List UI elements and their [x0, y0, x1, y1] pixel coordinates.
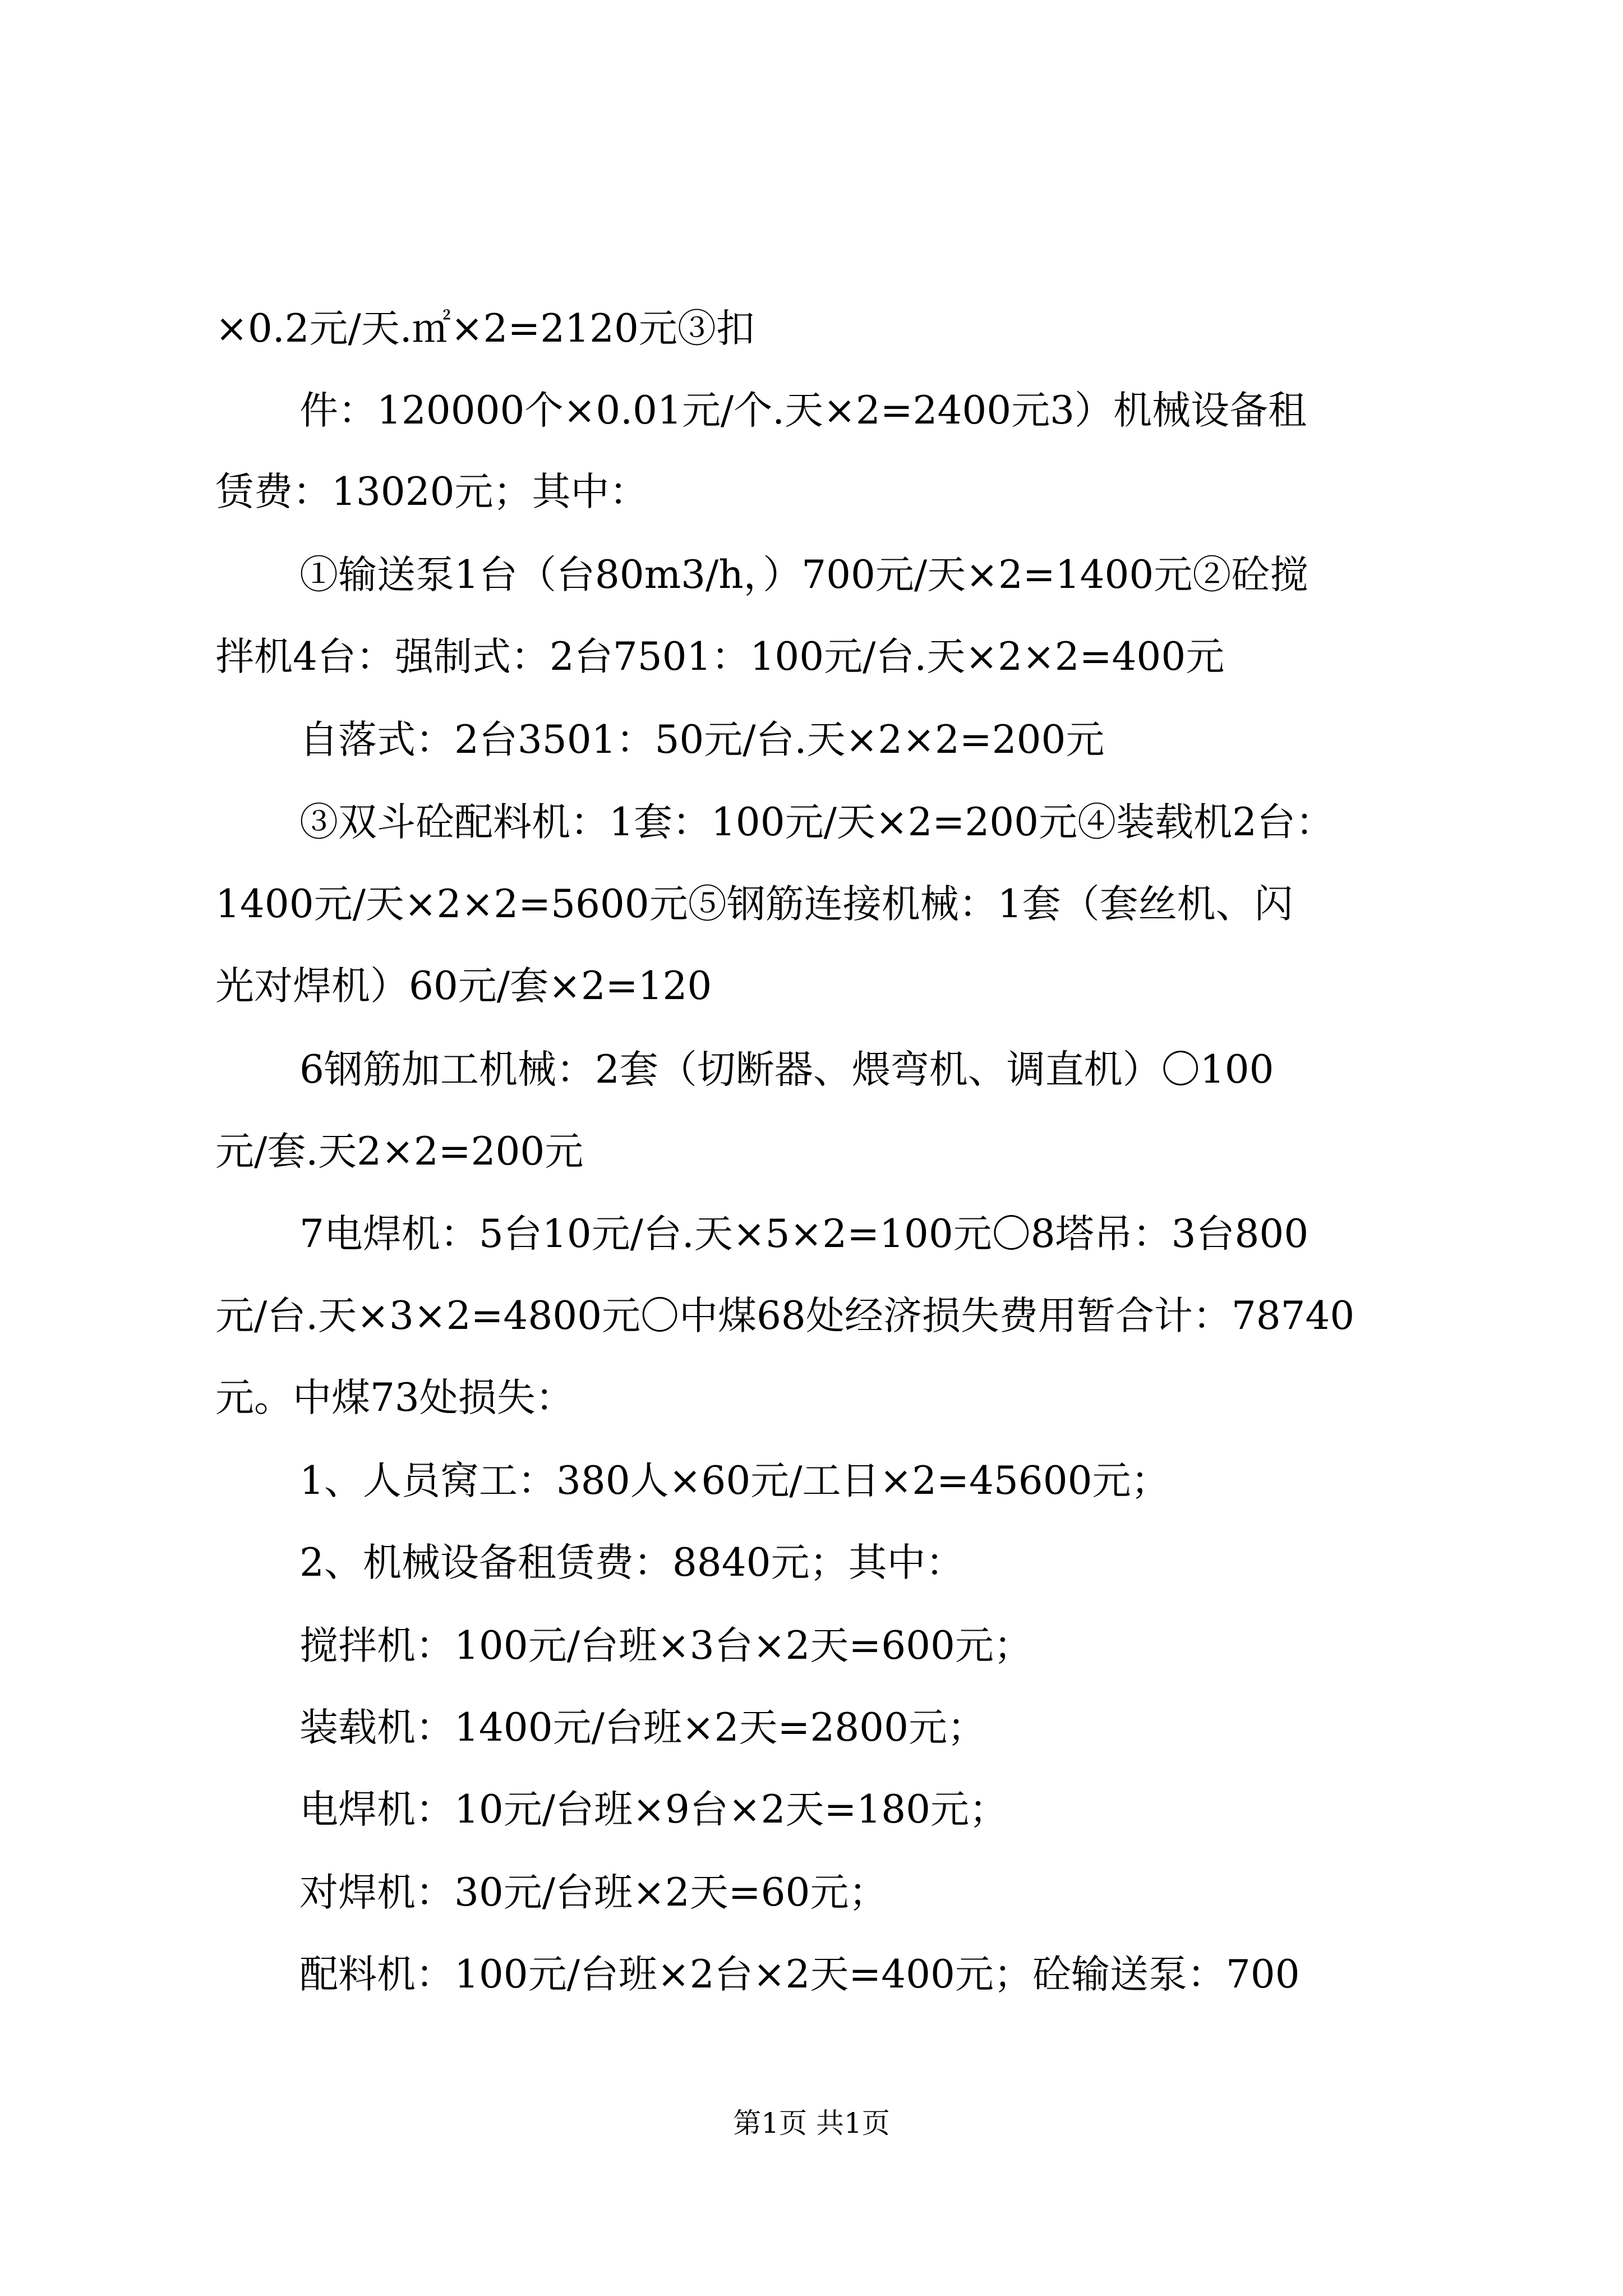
page-number-footer: 第1页 共1页	[733, 2107, 890, 2139]
text-line: 赁费：13020元；其中：	[215, 470, 648, 514]
text-line: 元/套.天2×2=200元	[215, 1129, 584, 1174]
text-line: ③双斗砼配料机：1套：100元/天×2=200元④装载机2台：	[299, 800, 1334, 845]
text-line: 电焊机：10元/台班×9台×2天=180元；	[299, 1787, 1008, 1832]
text-line: 对焊机：30元/台班×2天=60元；	[299, 1870, 888, 1915]
text-line: 1、人员窝工：380人×60元/工日×2=45600元；	[299, 1458, 1170, 1503]
text-line: 搅拌机：100元/台班×3台×2天=600元；	[299, 1623, 1032, 1668]
text-line: 配料机：100元/台班×2台×2天=400元；砼输送泵：700	[299, 1952, 1300, 1997]
text-line: 元/台.天×3×2=4800元〇中煤68处经济损失费用暂合计：78740	[215, 1294, 1355, 1338]
text-line: 件：120000个×0.01元/个.天×2=2400元3）机械设备租	[299, 388, 1307, 433]
text-line: 拌机4台：强制式：2台7501：100元/台.天×2×2=400元	[215, 634, 1225, 679]
text-line: ①输送泵1台（台80m3/h，）700元/天×2=1400元②砼搅	[299, 553, 1309, 597]
text-line: 光对焊机）60元/套×2=120	[215, 964, 712, 1009]
text-line: 装载机：1400元/台班×2天=2800元；	[299, 1705, 986, 1750]
text-line: 自落式：2台3501：50元/台.天×2×2=200元	[299, 717, 1105, 762]
text-line: 2、机械设备租赁费：8840元；其中：	[299, 1540, 965, 1585]
text-line: 6钢筋加工机械：2套（切断器、煨弯机、调直机）〇100	[299, 1047, 1274, 1092]
text-line: 元。中煤73处损失：	[215, 1375, 574, 1420]
text-line: ×0.2元/天.㎡×2=2120元③扣	[215, 306, 755, 351]
text-line: 1400元/天×2×2=5600元⑤钢筋连接机械：1套（套丝机、闪	[215, 882, 1293, 927]
text-line: 7电焊机：5台10元/台.天×5×2=100元〇8塔吊：3台800	[299, 1212, 1309, 1257]
